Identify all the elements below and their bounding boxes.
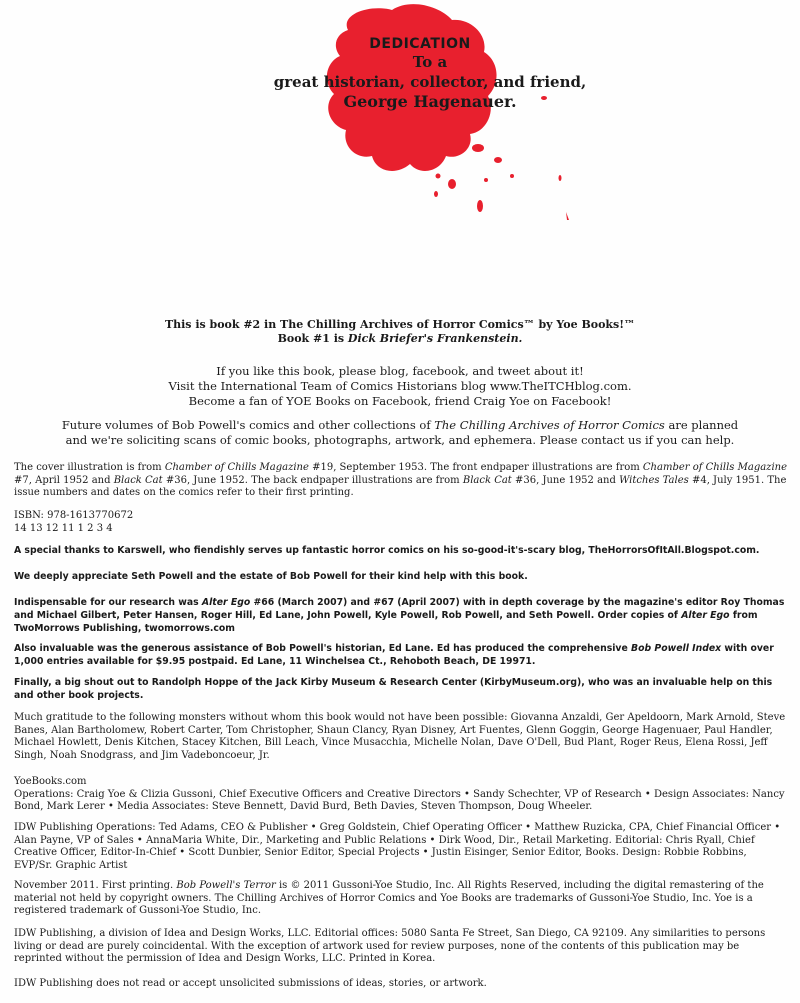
lane-text-b: with over 1,000 entries available for $9.95 postpaid. Ed Lane, 11 Winchelsea Ct., Rehoboth Beach, DE 19971. [14,643,774,667]
yoebooks-ops: Operations: Craig Yoe & Clizia Gussoni, Chief Executive Officers and Creative Directors • Sandy Schechter, VP of Research • Design Associates: Nancy Bond, Mark Lerer • Media Associates: Steve Bennett, David Burd, Beth Davies, Steven Thompson, Doug Wheeler. [14,788,785,812]
thanks-alter-ego [14,596,788,635]
dedication-title: DEDICATION [369,36,471,52]
cover-text-e: #36, June 1952 and [511,474,620,486]
future-text-1: Future volumes of Bob Powell's comics and other collections of [61,418,435,432]
thanks-ed-lane [14,642,788,668]
cover-text-b: #19, September 1953. The front endpaper illustrations are from [308,462,643,473]
alter-title-2: Alter Ego [681,610,730,621]
cover-credits [14,462,788,500]
future-text-2: are planned and we're soliciting scans of comic books, photographs, artwork, and ephemera. Please contact us if you can help. [65,418,739,447]
thanks-karswell: A special thanks to Karswell, who fiendishly serves up fantastic horror comics on his so-good-it's-scary blog, TheHorrorsOfItAll.Blogspot.com. [14,545,760,556]
lane-title: Bob Powell Index [631,643,722,654]
isbn-block [14,510,788,535]
cover-text-a: The cover illustration is from [14,462,165,473]
future-title: The Chilling Archives of Horror Comics [434,418,665,432]
future-note [0,418,800,448]
copyright-text-b: is © 2011 Gussoni-Yoe Studio, Inc. All Rights Reserved, including the digital remastering of the material not held by copyright owners. The Chilling Archives of Horror Comics and Yoe Books are trademarks of Gussoni-Yoe Studio, Inc. Yoe is a registered trademark of Gussoni-Yoe Studio, Inc. [14,880,764,916]
idw-operations: IDW Publishing Operations: Ted Adams, CEO & Publisher • Greg Goldstein, Chief Operating Officer • Matthew Ruzicka, CPA, Chief Financial Officer • Alan Payne, VP of Sales • AnnaMaria White, Dir., Marketing and Public Relations • Dirk Wood, Dir., Retail Marketing. Editorial: Chris Ryall, Chief Creative Officer, Editor-In-Chief • Scott Dunbier, Senior Editor, Special Projects • Justin Eisinger, Senior Editor, Books. Design: Robbie Robbins, EVP/Sr. Graphic Artist [14,822,781,871]
idw-legal: IDW Publishing, a division of Idea and Design Works, LLC. Editorial offices: 5080 Santa Fe Street, San Diego, CA 92109. Any similarities to persons living or dead are purely coincidental. With the exception of artwork used for review purposes, none of the contents of this publication may be reprinted without the permission of Idea and Design Works, LLC. Printed in Korea. [14,928,766,964]
cover-title-3: Black Cat [113,474,163,486]
gratitude: Much gratitude to the following monsters without whom this book would not have been possible: Giovanna Anzaldi, Ger Apeldoorn, Mark Arnold, Steve Banes, Alan Bartholomew, Robert Carter, Tom Christopher, Shaun Clancy, Ryan Disney, Art Fuentes, Glenn Goggin, George Hagenuaer, Paul Handler, Michael Howlett, Denis Kitchen, Stacey Kitchen, Bill Leach, Vince Musacchia, Michelle Nolan, Dave O'Dell, Bud Plant, Roger Reus, Elena Rossi, Jeff Singh, Noah Snodgrass, and Jim Vadeboncoeur, Jr. [14,712,786,761]
yoebooks-site: YoeBooks.com [14,776,87,787]
cover-title-5: Witches Tales [619,474,689,486]
thanks-hoppe: Finally, a big shout out to Randolph Hoppe of the Jack Kirby Museum & Research Center (KirbyMuseum.org), who was an invaluable help on this and other book projects. [14,677,773,701]
cover-title-2: Chamber of Chills Magazine [642,462,788,473]
series-line-2-prefix: Book #1 is [277,332,348,345]
dedication [240,36,620,112]
print-line: 14 13 12 11 1 2 3 4 [14,522,113,534]
future-paragraph [50,418,750,448]
copyright-title: Bob Powell's Terror [176,880,276,891]
social-line-2: Visit the International Team of Comics Historians blog www.TheITCHblog.com. [168,379,632,393]
social-line-1: If you like this book, please blog, facebook, and tweet about it! [216,364,584,378]
copyright-text-a: November 2011. First printing. [14,880,177,891]
series-line-2 [0,332,800,346]
cover-text-f: #4, July 1951. The issue numbers and dates on the comics refer to their first printing. [14,474,787,498]
dedication-line-2: great historian, collector, and friend, [273,73,587,91]
alter-title-1: Alter Ego [201,597,251,608]
yoebooks-credits [14,776,788,814]
series-line-1: This is book #2 in The Chilling Archives of Horror Comics™ by Yoe Books!™ [164,318,636,331]
series-line-2-title: Dick Briefer's Frankenstein. [347,332,523,345]
copyright [14,880,788,918]
cover-text-d: #36, June 1952. The back endpaper illustrations are from [162,474,463,486]
lane-text-a: Also invaluable was the generous assistance of Bob Powell's historian, Ed Lane. Ed has produced the comprehensive [14,643,632,654]
submissions-note: IDW Publishing does not read or accept unsolicited submissions of ideas, stories, or artwork. [14,978,487,989]
alter-text-a: Indispensable for our research was [14,597,202,608]
isbn: ISBN: 978-1613770672 [14,510,134,521]
dedication-line-1: To a [412,53,448,71]
alter-text-b: #66 (March 2007) and #67 (April 2007) with in depth coverage by the magazine's editor Roy Thomas and Michael Gilbert, Peter Hansen, Roger Hill, Ed Lane, John Powell, Kyle Powell, Rob Powell, and Seth Powell. Order copies of [14,597,785,621]
cover-paragraph [14,462,788,500]
cover-title-4: Black Cat [462,474,512,486]
thanks-seth: We deeply appreciate Seth Powell and the estate of Bob Powell for their kind help with this book. [14,571,528,582]
cover-text-c: #7, April 1952 and [14,474,114,486]
dedication-name: George Hagenauer. [343,92,517,111]
social-note [0,364,800,409]
series-note [0,318,800,346]
social-line-3: Become a fan of YOE Books on Facebook, friend Craig Yoe on Facebook! [188,394,612,408]
cover-title-1: Chamber of Chills Magazine [164,462,309,473]
alter-text-c: from TwoMorrows Publishing, twomorrows.com [14,610,758,634]
